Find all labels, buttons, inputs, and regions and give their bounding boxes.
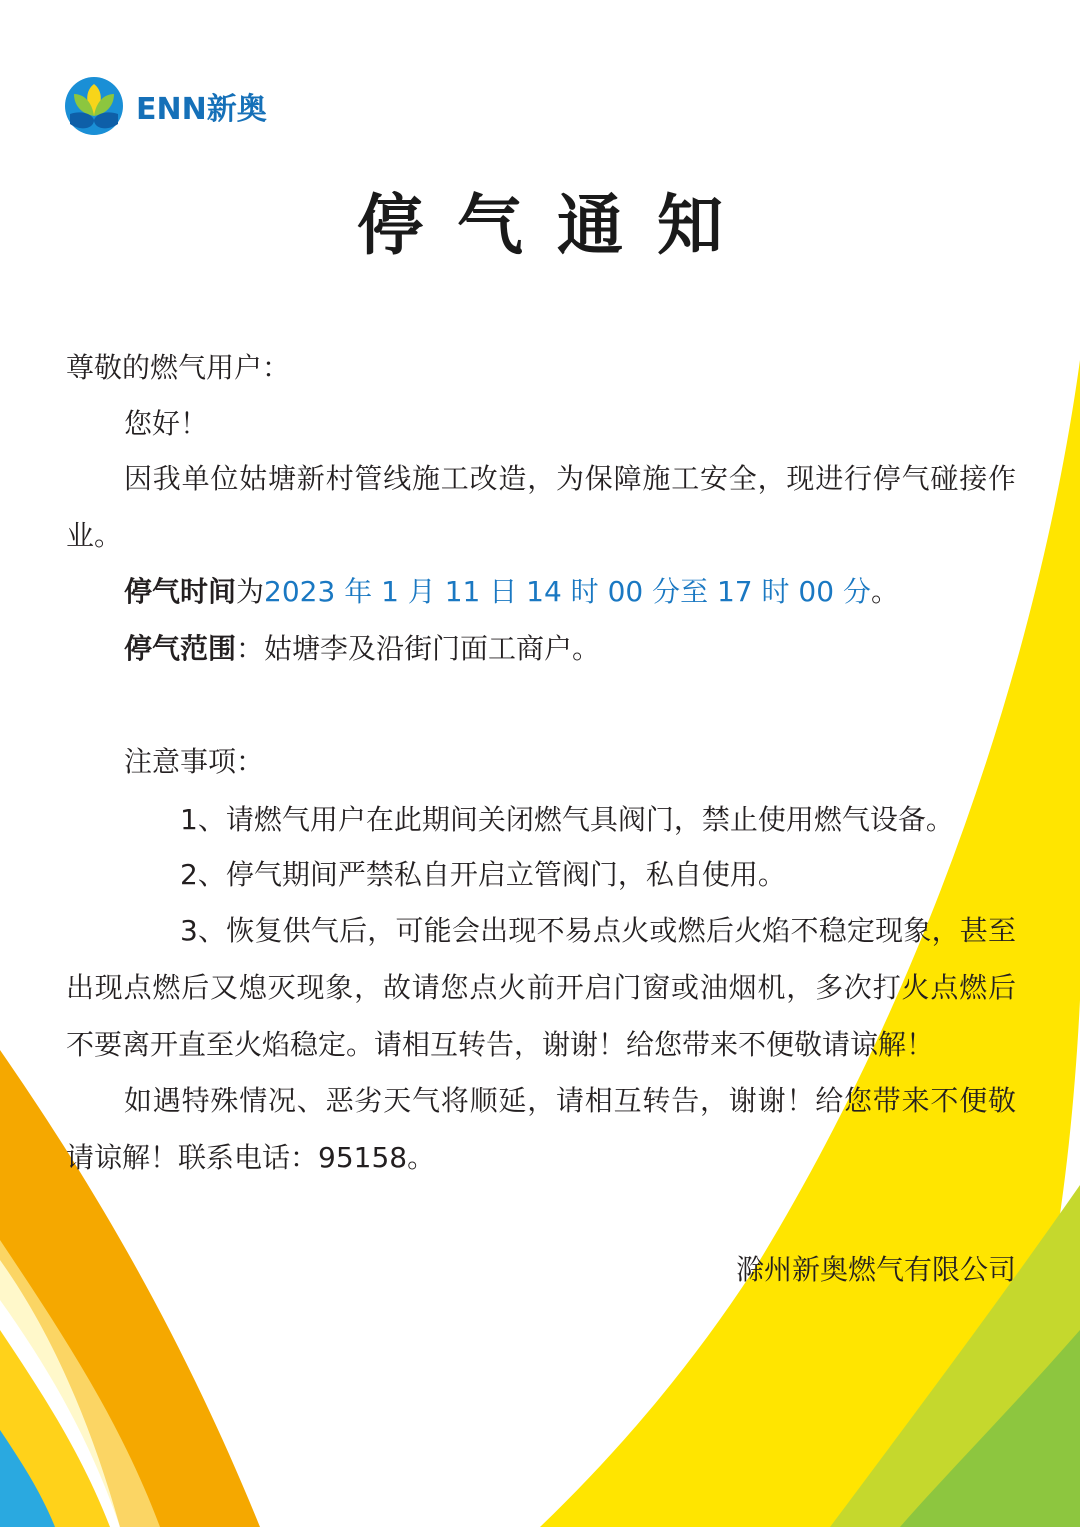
enn-flower-logo-icon	[64, 76, 124, 136]
outage-time-suffix: 。	[870, 575, 899, 608]
outage-scope-label: 停气范围	[124, 632, 237, 665]
intro-paragraph: 因我单位姑塘新村管线施工改造，为保障施工安全，现进行停气碰接作业。	[66, 462, 1016, 552]
outage-scope-value: ：姑塘李及沿街门面工商户。	[236, 632, 601, 665]
closing-paragraph: 如遇特殊情况、恶劣天气将顺延，请相互转告，谢谢！给您带来不便敬请谅解！联系电话：95158。	[66, 1084, 1016, 1174]
outage-time-label: 停气时间	[124, 575, 237, 608]
outage-time-prefix: 为	[236, 575, 265, 608]
brand-logo	[64, 76, 267, 136]
note-item-2: 2、停气期间严禁私自开启立管阀门，私自使用。	[180, 858, 786, 891]
page-title: 停气通知	[357, 187, 757, 264]
brand-name: ENN新奥	[136, 92, 267, 127]
notes-heading: 注意事项：	[124, 745, 265, 778]
salutation: 尊敬的燃气用户：	[66, 351, 291, 384]
note-item-3: 3、恢复供气后，可能会出现不易点火或燃后火焰不稳定现象，甚至出现点燃后又熄灭现象，故请您点火前开启门窗或油烟机，多次打火点燃后不要离开直至火焰稳定。请相互转告，谢谢！给您带来不便敬请谅解！	[66, 914, 1016, 1061]
outage-time-value: 2023 年 1 月 11 日 14 时 00 分至 17 时 00 分	[264, 575, 871, 608]
note-item-1: 1、请燃气用户在此期间关闭燃气具阀门，禁止使用燃气设备。	[180, 803, 954, 836]
outage-time	[124, 572, 899, 612]
greeting: 您好！	[124, 407, 209, 440]
company-signature: 滁州新奥燃气有限公司	[735, 1253, 1016, 1286]
outage-scope	[124, 629, 600, 669]
